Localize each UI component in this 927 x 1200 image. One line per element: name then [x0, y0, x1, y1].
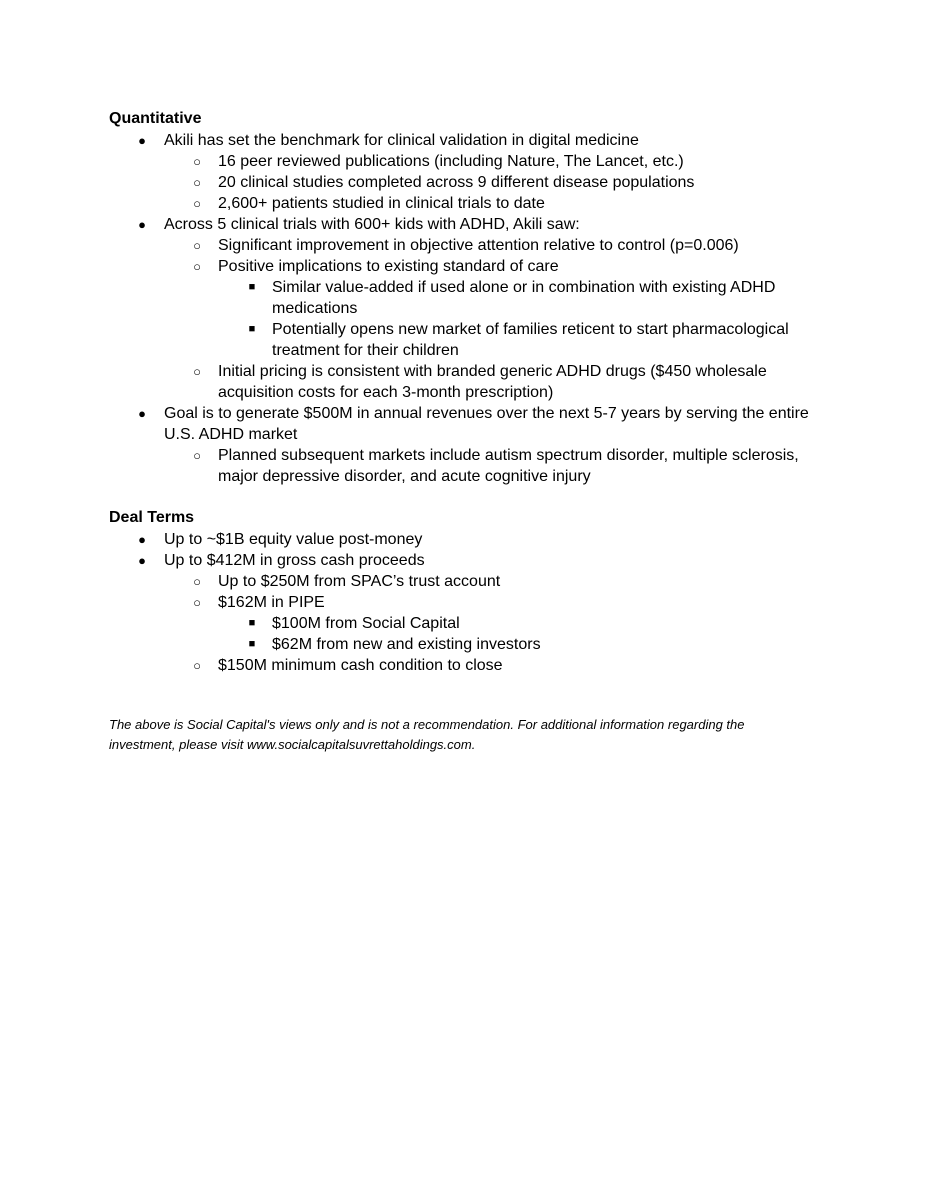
list-item-text: Positive implications to existing standard of care: [218, 258, 559, 275]
list-item-text: Across 5 clinical trials with 600+ kids with ADHD, Akili saw:: [164, 216, 580, 233]
list-item-text: Potentially opens new market of families reticent to start pharmacological: [272, 321, 789, 338]
circle-bullet-icon: ○: [193, 574, 201, 589]
list-item-text: 20 clinical studies completed across 9 different disease populations: [218, 174, 695, 191]
bullet-icon: ●: [138, 133, 146, 148]
list-item-continuation: treatment for their children: [272, 342, 459, 359]
square-bullet-icon: ■: [248, 617, 256, 629]
list-item-text: Up to ~$1B equity value post-money: [164, 531, 423, 548]
circle-bullet-icon: ○: [193, 196, 201, 211]
circle-bullet-icon: ○: [193, 658, 201, 673]
list-item-continuation: major depressive disorder, and acute cognitive injury: [218, 468, 591, 485]
list-item-text: Similar value-added if used alone or in combination with existing ADHD: [272, 279, 776, 296]
disclaimer-line: investment, please visit www.socialcapitalsuvrettaholdings.com.: [109, 737, 476, 752]
circle-bullet-icon: ○: [193, 154, 201, 169]
list-item-text: Planned subsequent markets include autism spectrum disorder, multiple sclerosis,: [218, 447, 799, 464]
bullet-icon: ●: [138, 532, 146, 547]
circle-bullet-icon: ○: [193, 595, 201, 610]
bullet-icon: ●: [138, 217, 146, 232]
list-item-continuation: acquisition costs for each 3-month prescription): [218, 384, 554, 401]
list-item-continuation: medications: [272, 300, 358, 317]
bullet-icon: ●: [138, 406, 146, 421]
circle-bullet-icon: ○: [193, 448, 201, 463]
list-item-text: Significant improvement in objective attention relative to control (p=0.006): [218, 237, 739, 254]
circle-bullet-icon: ○: [193, 175, 201, 190]
disclaimer-line: The above is Social Capital's views only and is not a recommendation. For additional information regarding the: [109, 717, 745, 732]
list-item-text: $150M minimum cash condition to close: [218, 657, 503, 674]
quantitative-heading: Quantitative: [109, 110, 202, 127]
deal-terms-heading: Deal Terms: [109, 509, 195, 526]
circle-bullet-icon: ○: [193, 259, 201, 274]
list-item-text: Up to $412M in gross cash proceeds: [164, 552, 425, 569]
list-item-continuation: U.S. ADHD market: [164, 426, 298, 443]
list-item-text: Akili has set the benchmark for clinical validation in digital medicine: [164, 132, 639, 149]
list-item-text: Initial pricing is consistent with branded generic ADHD drugs ($450 wholesale: [218, 363, 767, 380]
list-item-text: $162M in PIPE: [218, 594, 325, 611]
list-item-text: $100M from Social Capital: [272, 615, 460, 632]
circle-bullet-icon: ○: [193, 238, 201, 253]
list-item-text: 16 peer reviewed publications (including Nature, The Lancet, etc.): [218, 153, 684, 170]
circle-bullet-icon: ○: [193, 364, 201, 379]
list-item-text: $62M from new and existing investors: [272, 636, 541, 653]
square-bullet-icon: ■: [248, 323, 256, 335]
list-item-text: Goal is to generate $500M in annual revenues over the next 5-7 years by serving the entire: [164, 405, 809, 422]
bullet-icon: ●: [138, 553, 146, 568]
list-item-text: 2,600+ patients studied in clinical trials to date: [218, 195, 545, 212]
square-bullet-icon: ■: [248, 638, 256, 650]
square-bullet-icon: ■: [248, 281, 256, 293]
list-item-text: Up to $250M from SPAC’s trust account: [218, 573, 501, 590]
